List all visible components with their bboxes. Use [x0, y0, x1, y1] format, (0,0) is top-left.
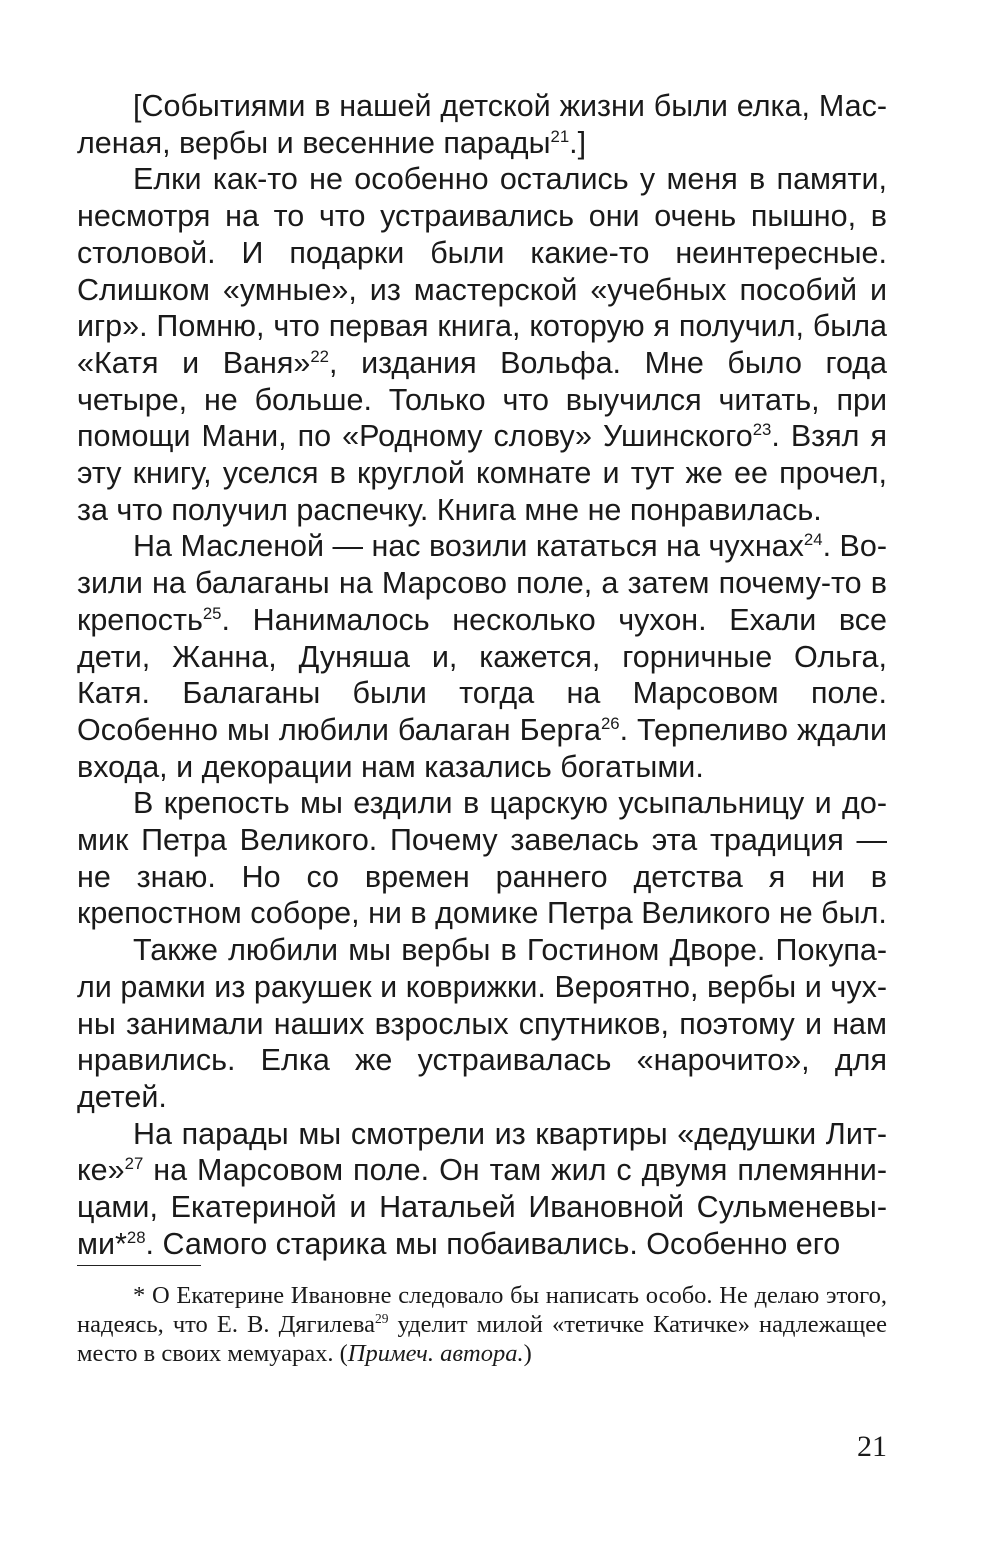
footnote-separator: [77, 1265, 201, 1266]
footnote-ref: 24: [803, 530, 823, 550]
text-segment: . Возили на балаганы на Марсово поле, а затем почему-то в крепость: [77, 529, 887, 637]
text-segment: ): [523, 1340, 532, 1367]
footnote-ref: 28: [126, 1227, 146, 1247]
text-segment: * О Екатерине Ивановне следовало бы написать особо. Не делаю этого, надеясь, что Е. В. Дягилева: [77, 1282, 887, 1338]
text-segment: , издания Вольфа. Мне было года четыре, не больше. Только что выучился читать, при помощи Мани, по «Родному слову» Ушинского: [77, 345, 888, 454]
footnote-ref: 26: [600, 713, 620, 733]
footnote-ref: 27: [124, 1154, 144, 1174]
text-segment: . Самого старика мы побаивались. Особенно его: [145, 1226, 841, 1261]
main-text: [77, 88, 887, 1263]
footnote-ref: 23: [752, 420, 772, 440]
text-segment: . Терпеливо ждали входа, и декорации нам казались богатыми.: [77, 712, 887, 784]
paragraph: [77, 528, 887, 785]
page-number: 21: [857, 1430, 887, 1463]
footnote: [77, 1281, 887, 1368]
text-segment: [Событиями в нашей детской жизни были елка, Масленая, вербы и весенние парады: [77, 89, 887, 160]
text-segment: В крепость мы ездили в царскую усыпальницу и домик Петра Великого. Почему завелась эта традиция — не знаю. Но со времен раннего детства я ни в крепостном соборе, ни в домике Петра Великого не был.: [77, 786, 887, 931]
footnote-ref: 25: [202, 603, 222, 623]
footnote-ref: 22: [310, 346, 330, 366]
text-segment: На Масленой — нас возили кататься на чухнах: [133, 529, 804, 564]
paragraph: [77, 161, 887, 528]
footnote-ref: 21: [550, 126, 570, 146]
paragraph: [77, 88, 887, 161]
text-segment: . Взял я эту книгу, уселся в круглой комнате и тут же ее прочел, за что получил распечку. Книга мне не понравилась.: [77, 419, 887, 527]
paragraph: [77, 1116, 887, 1263]
paragraph: [77, 932, 887, 1116]
text-segment: на Марсовом поле. Он там жил с двумя племянницами, Екатериной и Натальей Ивановной Сульменевыми*: [77, 1153, 887, 1261]
text-segment: . Нанималось несколько чухон. Ехали все дети, Жанна, Дуняша и, кажется, горничные Ольга, Катя. Балаганы были тогда на Марсовом поле. Особенно мы любили балаган Берга: [77, 602, 887, 747]
italic-text: Примеч. автора.: [347, 1340, 524, 1367]
paragraph: [77, 785, 887, 932]
text-segment: уделит милой «тетичке Катичке» надлежащее место в своих мемуарах. (: [77, 1311, 888, 1367]
text-segment: .]: [569, 125, 587, 160]
text-segment: На парады мы смотрели из квартиры «дедушки Литке»: [77, 1116, 887, 1188]
text-segment: Елки как-то не особенно остались у меня в памяти, несмотря на то что устраивались они очень пышно, в столовой. И подарки были какие-то неинтересные. Слишком «умные», из мастерской «учебных пособий и игр». Помню, что первая книга, которую я получил, была «Катя и Ваня»: [77, 162, 887, 380]
footnote-ref: 29: [374, 1310, 389, 1326]
text-segment: Также любили мы вербы в Гостином Дворе. Покупали рамки из ракушек и коврижки. Вероятно, вербы и чухны занимали наших взрослых спутников, поэтому и нам нравились. Елка же устраивалась «нарочито», для детей.: [77, 933, 887, 1114]
